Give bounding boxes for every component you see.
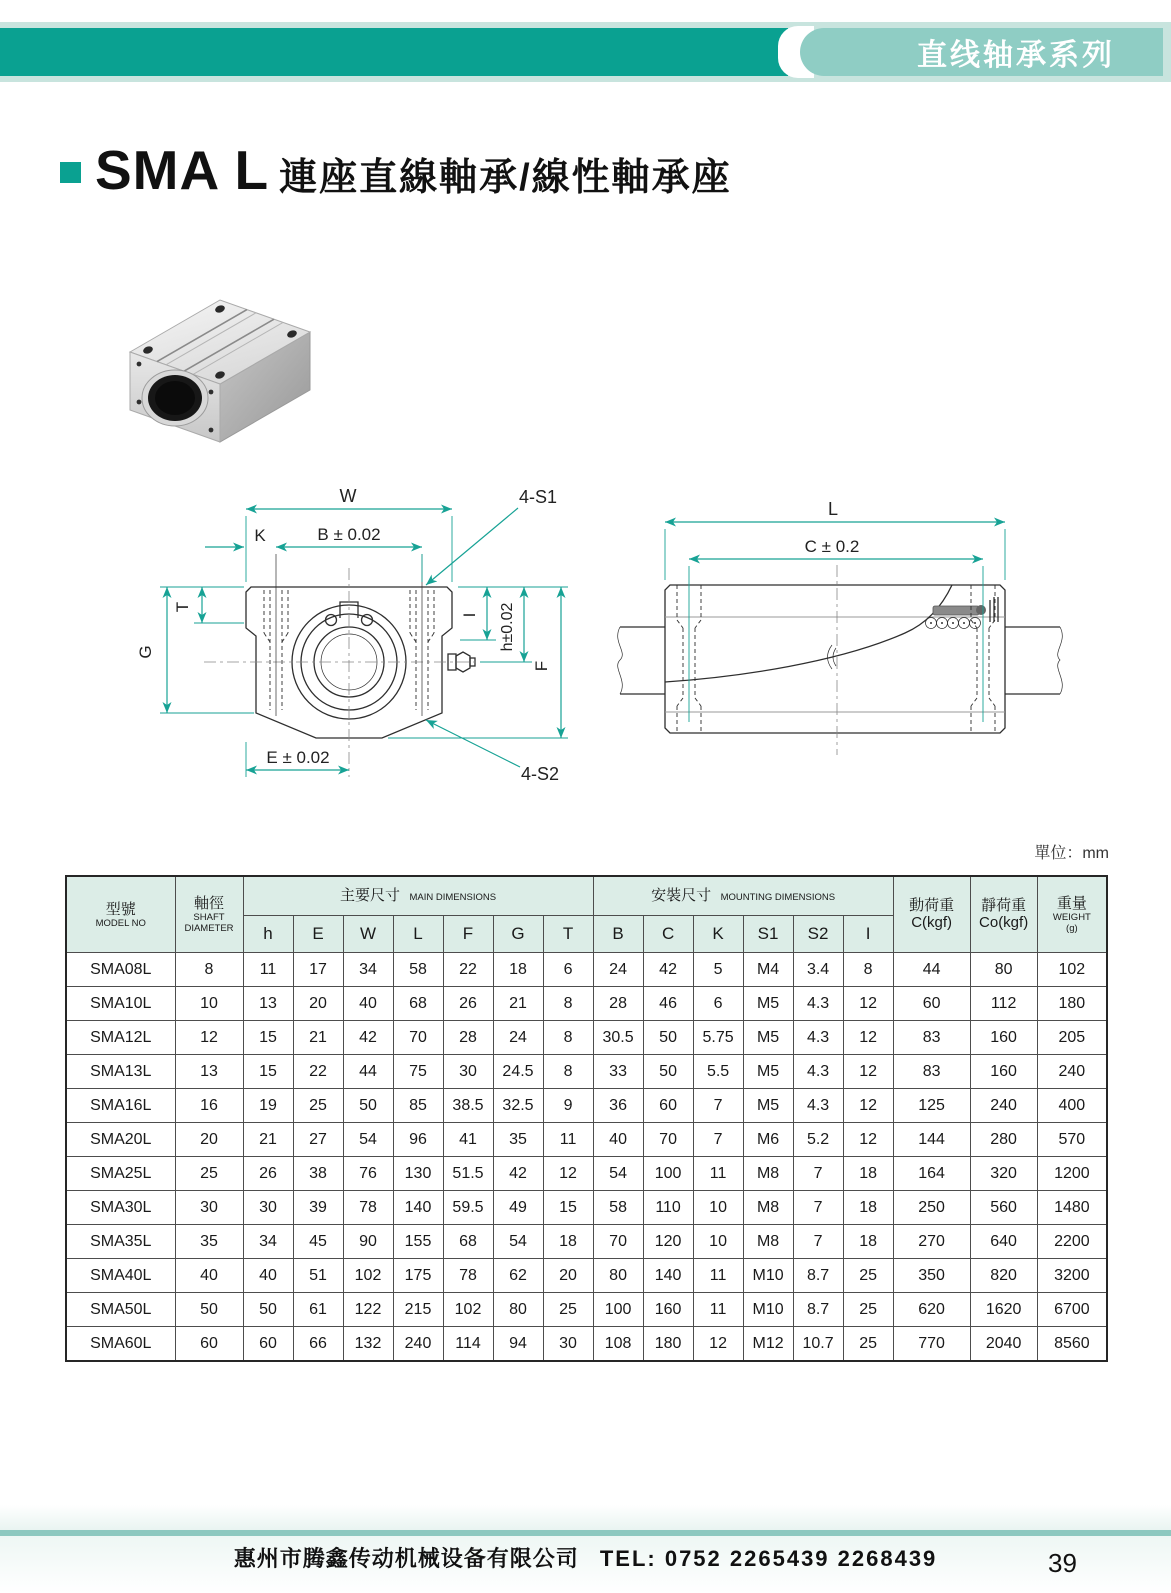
col-header-t: T bbox=[543, 916, 593, 953]
spec-value-cell: 12 bbox=[175, 1021, 243, 1055]
col-header-static-load bbox=[970, 876, 1037, 953]
spec-value-cell: 39 bbox=[293, 1191, 343, 1225]
dim-label-f: F bbox=[532, 660, 551, 672]
dim-label-b: B ± 0.02 bbox=[317, 525, 381, 544]
spec-table-header bbox=[66, 876, 1107, 953]
dim-label-e: E ± 0.02 bbox=[266, 748, 330, 767]
model-no-cell: SMA08L bbox=[66, 953, 175, 987]
spec-value-cell: 54 bbox=[343, 1123, 393, 1157]
spec-value-cell: 132 bbox=[343, 1327, 393, 1362]
spec-value-cell: 36 bbox=[593, 1089, 643, 1123]
model-no-cell: SMA20L bbox=[66, 1123, 175, 1157]
spec-value-cell: 125 bbox=[893, 1089, 970, 1123]
spec-value-cell: 44 bbox=[343, 1055, 393, 1089]
dim-label-c: C ± 0.2 bbox=[804, 537, 860, 556]
spec-value-cell: 18 bbox=[493, 953, 543, 987]
spec-value-cell: 34 bbox=[343, 953, 393, 987]
spec-value-cell: 140 bbox=[393, 1191, 443, 1225]
spec-value-cell: 26 bbox=[443, 987, 493, 1021]
col-header-model-en: MODEL NO bbox=[95, 917, 146, 929]
spec-value-cell: 280 bbox=[970, 1123, 1037, 1157]
model-no-cell: SMA30L bbox=[66, 1191, 175, 1225]
spec-value-cell: 45 bbox=[293, 1225, 343, 1259]
table-row bbox=[66, 1191, 1107, 1225]
spec-value-cell: 85 bbox=[393, 1089, 443, 1123]
col-header-weight-zh: 重量 bbox=[1056, 895, 1087, 912]
spec-value-cell: 205 bbox=[1037, 1021, 1107, 1055]
spec-value-cell: 180 bbox=[643, 1327, 693, 1362]
dim-label-l: L bbox=[827, 499, 839, 519]
spec-value-cell: 42 bbox=[493, 1157, 543, 1191]
table-row bbox=[66, 1089, 1107, 1123]
spec-value-cell: M10 bbox=[743, 1259, 793, 1293]
spec-value-cell: 160 bbox=[970, 1021, 1037, 1055]
dim-label-h: h±0.02 bbox=[499, 602, 516, 652]
spec-value-cell: 40 bbox=[343, 987, 393, 1021]
model-no-cell: SMA10L bbox=[66, 987, 175, 1021]
spec-value-cell: 112 bbox=[970, 987, 1037, 1021]
spec-value-cell: 50 bbox=[643, 1055, 693, 1089]
col-header-dynamic-en: C(kgf) bbox=[911, 914, 953, 931]
spec-value-cell: 2040 bbox=[970, 1327, 1037, 1362]
spec-value-cell: 41 bbox=[443, 1123, 493, 1157]
model-no-cell: SMA50L bbox=[66, 1293, 175, 1327]
table-row bbox=[66, 987, 1107, 1021]
spec-value-cell: 400 bbox=[1037, 1089, 1107, 1123]
spec-value-cell: 25 bbox=[293, 1089, 343, 1123]
spec-value-cell: 40 bbox=[593, 1123, 643, 1157]
spec-value-cell: 25 bbox=[843, 1293, 893, 1327]
spec-value-cell: 8 bbox=[543, 1021, 593, 1055]
spec-value-cell: 58 bbox=[593, 1191, 643, 1225]
spec-value-cell: 61 bbox=[293, 1293, 343, 1327]
spec-value-cell: 12 bbox=[843, 1123, 893, 1157]
col-header-i: I bbox=[843, 916, 893, 953]
spec-value-cell: 46 bbox=[643, 987, 693, 1021]
spec-value-cell: 8.7 bbox=[793, 1293, 843, 1327]
spec-value-cell: 2200 bbox=[1037, 1225, 1107, 1259]
spec-value-cell: 102 bbox=[443, 1293, 493, 1327]
spec-value-cell: 35 bbox=[493, 1123, 543, 1157]
spec-value-cell: 25 bbox=[543, 1293, 593, 1327]
dim-label-k: K bbox=[254, 526, 266, 545]
spec-value-cell: 114 bbox=[443, 1327, 493, 1362]
spec-value-cell: 28 bbox=[593, 987, 643, 1021]
spec-value-cell: 12 bbox=[693, 1327, 743, 1362]
spec-value-cell: 8.7 bbox=[793, 1259, 843, 1293]
spec-value-cell: 96 bbox=[393, 1123, 443, 1157]
spec-value-cell: 6700 bbox=[1037, 1293, 1107, 1327]
dim-label-t: T bbox=[173, 601, 192, 613]
spec-value-cell: 18 bbox=[843, 1157, 893, 1191]
spec-value-cell: 21 bbox=[243, 1123, 293, 1157]
col-header-weight-en: WEIGHT bbox=[1052, 912, 1091, 923]
table-row bbox=[66, 1055, 1107, 1089]
spec-value-cell: 3200 bbox=[1037, 1259, 1107, 1293]
spec-value-cell: 51.5 bbox=[443, 1157, 493, 1191]
spec-value-cell: 4.3 bbox=[793, 1089, 843, 1123]
spec-value-cell: 160 bbox=[970, 1055, 1037, 1089]
col-header-static-en: Co(kgf) bbox=[979, 914, 1029, 931]
page-title bbox=[60, 138, 732, 202]
spec-value-cell: 108 bbox=[593, 1327, 643, 1362]
footer-fade bbox=[0, 1505, 1171, 1530]
spec-value-cell: 770 bbox=[893, 1327, 970, 1362]
page-number: 39 bbox=[1048, 1548, 1077, 1578]
dim-label-w: W bbox=[339, 486, 357, 506]
spec-value-cell: M5 bbox=[743, 1055, 793, 1089]
spec-value-cell: 66 bbox=[293, 1327, 343, 1362]
spec-value-cell: 18 bbox=[843, 1191, 893, 1225]
spec-value-cell: M4 bbox=[743, 953, 793, 987]
spec-value-cell: 49 bbox=[493, 1191, 543, 1225]
side-view-svg bbox=[600, 470, 1080, 810]
header-teal-bar bbox=[0, 28, 788, 76]
spec-value-cell: 6 bbox=[693, 987, 743, 1021]
col-header-f: F bbox=[443, 916, 493, 953]
spec-value-cell: 17 bbox=[293, 953, 343, 987]
spec-value-cell: 160 bbox=[643, 1293, 693, 1327]
col-header-shaft-en: SHAFT DIAMETER bbox=[184, 912, 234, 934]
spec-value-cell: 30.5 bbox=[593, 1021, 643, 1055]
spec-value-cell: 42 bbox=[643, 953, 693, 987]
group-mount-en: MOUNTING DIMENSIONS bbox=[720, 892, 836, 903]
spec-value-cell: 320 bbox=[970, 1157, 1037, 1191]
spec-value-cell: 240 bbox=[970, 1089, 1037, 1123]
spec-value-cell: 30 bbox=[175, 1191, 243, 1225]
spec-value-cell: 50 bbox=[643, 1021, 693, 1055]
spec-value-cell: 75 bbox=[393, 1055, 443, 1089]
spec-value-cell: 11 bbox=[693, 1293, 743, 1327]
spec-value-cell: 59.5 bbox=[443, 1191, 493, 1225]
spec-value-cell: M5 bbox=[743, 987, 793, 1021]
col-header-s2: S2 bbox=[793, 916, 843, 953]
spec-value-cell: 80 bbox=[593, 1259, 643, 1293]
table-row bbox=[66, 1327, 1107, 1362]
spec-value-cell: M8 bbox=[743, 1191, 793, 1225]
spec-value-cell: 78 bbox=[443, 1259, 493, 1293]
front-view-drawing bbox=[120, 470, 600, 815]
spec-value-cell: 18 bbox=[843, 1225, 893, 1259]
col-header-b: B bbox=[593, 916, 643, 953]
col-header-k: K bbox=[693, 916, 743, 953]
spec-value-cell: 60 bbox=[243, 1327, 293, 1362]
spec-table-body bbox=[66, 953, 1107, 1362]
model-no-cell: SMA13L bbox=[66, 1055, 175, 1089]
col-header-w: W bbox=[343, 916, 393, 953]
unit-note: 單位：mm bbox=[1034, 845, 1109, 862]
spec-value-cell: 120 bbox=[643, 1225, 693, 1259]
front-view-svg bbox=[120, 470, 600, 810]
spec-value-cell: 180 bbox=[1037, 987, 1107, 1021]
group-main-en: MAIN DIMENSIONS bbox=[409, 892, 497, 903]
spec-value-cell: 78 bbox=[343, 1191, 393, 1225]
spec-value-cell: 24 bbox=[493, 1021, 543, 1055]
footer-tel: TEL: 0752 2265439 2268439 bbox=[599, 1546, 938, 1571]
title-bullet-square bbox=[60, 162, 81, 183]
spec-value-cell: 20 bbox=[293, 987, 343, 1021]
spec-value-cell: 35 bbox=[175, 1225, 243, 1259]
spec-value-cell: 90 bbox=[343, 1225, 393, 1259]
spec-value-cell: 50 bbox=[343, 1089, 393, 1123]
spec-value-cell: 3.4 bbox=[793, 953, 843, 987]
spec-value-cell: 22 bbox=[293, 1055, 343, 1089]
spec-value-cell: 25 bbox=[843, 1327, 893, 1362]
spec-value-cell: 240 bbox=[1037, 1055, 1107, 1089]
col-header-static-zh: 靜荷重 bbox=[981, 897, 1027, 914]
spec-value-cell: 8560 bbox=[1037, 1327, 1107, 1362]
spec-value-cell: 164 bbox=[893, 1157, 970, 1191]
spec-value-cell: 12 bbox=[843, 1055, 893, 1089]
spec-value-cell: 70 bbox=[393, 1021, 443, 1055]
spec-value-cell: 22 bbox=[443, 953, 493, 987]
title-description: 連座直線軸承/線性軸承座 bbox=[279, 156, 732, 199]
spec-value-cell: 240 bbox=[393, 1327, 443, 1362]
spec-value-cell: 640 bbox=[970, 1225, 1037, 1259]
spec-value-cell: 83 bbox=[893, 1055, 970, 1089]
spec-value-cell: 24 bbox=[593, 953, 643, 987]
group-header-mounting-dimensions bbox=[593, 876, 893, 916]
spec-value-cell: 620 bbox=[893, 1293, 970, 1327]
col-header-shaft-zh: 軸徑 bbox=[193, 895, 224, 912]
spec-value-cell: 15 bbox=[243, 1021, 293, 1055]
model-no-cell: SMA35L bbox=[66, 1225, 175, 1259]
col-header-e: E bbox=[293, 916, 343, 953]
spec-value-cell: 1480 bbox=[1037, 1191, 1107, 1225]
callout-4s1: 4-S1 bbox=[518, 487, 558, 507]
spec-value-cell: 11 bbox=[693, 1157, 743, 1191]
spec-value-cell: 40 bbox=[175, 1259, 243, 1293]
spec-value-cell: 32.5 bbox=[493, 1089, 543, 1123]
spec-value-cell: 15 bbox=[243, 1055, 293, 1089]
spec-value-cell: 100 bbox=[643, 1157, 693, 1191]
spec-value-cell: 83 bbox=[893, 1021, 970, 1055]
spec-value-cell: 58 bbox=[393, 953, 443, 987]
spec-value-cell: 19 bbox=[243, 1089, 293, 1123]
spec-value-cell: 215 bbox=[393, 1293, 443, 1327]
spec-value-cell: 1200 bbox=[1037, 1157, 1107, 1191]
spec-value-cell: 16 bbox=[175, 1089, 243, 1123]
spec-value-cell: 7 bbox=[693, 1123, 743, 1157]
spec-value-cell: 54 bbox=[493, 1225, 543, 1259]
spec-value-cell: M10 bbox=[743, 1293, 793, 1327]
spec-value-cell: 40 bbox=[243, 1259, 293, 1293]
col-header-weight bbox=[1037, 876, 1107, 953]
spec-value-cell: 12 bbox=[843, 987, 893, 1021]
spec-value-cell: 570 bbox=[1037, 1123, 1107, 1157]
model-no-cell: SMA12L bbox=[66, 1021, 175, 1055]
spec-value-cell: 70 bbox=[593, 1225, 643, 1259]
spec-value-cell: 44 bbox=[893, 953, 970, 987]
col-header-l: L bbox=[393, 916, 443, 953]
spec-value-cell: 51 bbox=[293, 1259, 343, 1293]
spec-value-cell: 12 bbox=[543, 1157, 593, 1191]
model-no-cell: SMA25L bbox=[66, 1157, 175, 1191]
model-no-cell: SMA60L bbox=[66, 1327, 175, 1362]
table-row bbox=[66, 1123, 1107, 1157]
spec-value-cell: 12 bbox=[843, 1089, 893, 1123]
spec-value-cell: 7 bbox=[793, 1157, 843, 1191]
spec-value-cell: 20 bbox=[175, 1123, 243, 1157]
spec-value-cell: 21 bbox=[293, 1021, 343, 1055]
spec-value-cell: 50 bbox=[243, 1293, 293, 1327]
spec-value-cell: 33 bbox=[593, 1055, 643, 1089]
spec-value-cell: 28 bbox=[443, 1021, 493, 1055]
spec-value-cell: 100 bbox=[593, 1293, 643, 1327]
spec-value-cell: 60 bbox=[893, 987, 970, 1021]
spec-value-cell: 70 bbox=[643, 1123, 693, 1157]
spec-value-cell: 50 bbox=[175, 1293, 243, 1327]
spec-value-cell: 76 bbox=[343, 1157, 393, 1191]
spec-value-cell: 130 bbox=[393, 1157, 443, 1191]
footer-company-line bbox=[0, 1542, 1171, 1573]
spec-value-cell: 350 bbox=[893, 1259, 970, 1293]
spec-value-cell: 25 bbox=[175, 1157, 243, 1191]
spec-value-cell: 250 bbox=[893, 1191, 970, 1225]
spec-value-cell: 560 bbox=[970, 1191, 1037, 1225]
spec-value-cell: 8 bbox=[543, 987, 593, 1021]
spec-value-cell: 80 bbox=[970, 953, 1037, 987]
col-header-model-zh: 型號 bbox=[105, 900, 136, 918]
spec-value-cell: 7 bbox=[793, 1225, 843, 1259]
spec-value-cell: 62 bbox=[493, 1259, 543, 1293]
spec-value-cell: 30 bbox=[443, 1055, 493, 1089]
table-row bbox=[66, 1157, 1107, 1191]
spec-table bbox=[65, 875, 1108, 1362]
spec-value-cell: 21 bbox=[493, 987, 543, 1021]
model-no-cell: SMA16L bbox=[66, 1089, 175, 1123]
spec-value-cell: 38 bbox=[293, 1157, 343, 1191]
spec-value-cell: 102 bbox=[343, 1259, 393, 1293]
spec-value-cell: 110 bbox=[643, 1191, 693, 1225]
spec-value-cell: 11 bbox=[543, 1123, 593, 1157]
footer-company: 惠州市腾鑫传动机械设备有限公司 bbox=[233, 1546, 579, 1571]
spec-value-cell: 10 bbox=[175, 987, 243, 1021]
spec-value-cell: 20 bbox=[543, 1259, 593, 1293]
spec-value-cell: 54 bbox=[593, 1157, 643, 1191]
spec-value-cell: 4.3 bbox=[793, 1055, 843, 1089]
series-tab bbox=[800, 28, 1163, 76]
spec-value-cell: 18 bbox=[543, 1225, 593, 1259]
spec-value-cell: 60 bbox=[175, 1327, 243, 1362]
spec-value-cell: 11 bbox=[243, 953, 293, 987]
spec-value-cell: 9 bbox=[543, 1089, 593, 1123]
spec-value-cell: 5 bbox=[693, 953, 743, 987]
spec-value-cell: 4.3 bbox=[793, 987, 843, 1021]
spec-value-cell: 4.3 bbox=[793, 1021, 843, 1055]
spec-value-cell: 8 bbox=[543, 1055, 593, 1089]
spec-value-cell: 26 bbox=[243, 1157, 293, 1191]
spec-value-cell: 155 bbox=[393, 1225, 443, 1259]
bearing-block-image bbox=[100, 272, 340, 447]
model-no-cell: SMA40L bbox=[66, 1259, 175, 1293]
spec-value-cell: 5.75 bbox=[693, 1021, 743, 1055]
dim-label-i: I bbox=[460, 612, 479, 618]
col-header-g: G bbox=[493, 916, 543, 953]
series-tab-label: 直线轴承系列 bbox=[917, 39, 1115, 72]
spec-value-cell: 7 bbox=[693, 1089, 743, 1123]
spec-value-cell: 820 bbox=[970, 1259, 1037, 1293]
spec-value-cell: M5 bbox=[743, 1089, 793, 1123]
spec-value-cell: 5.5 bbox=[693, 1055, 743, 1089]
spec-value-cell: 5.2 bbox=[793, 1123, 843, 1157]
spec-value-cell: 68 bbox=[443, 1225, 493, 1259]
spec-value-cell: M8 bbox=[743, 1225, 793, 1259]
spec-value-cell: 11 bbox=[693, 1259, 743, 1293]
spec-value-cell: 38.5 bbox=[443, 1089, 493, 1123]
col-header-dynamic-load bbox=[893, 876, 970, 953]
spec-value-cell: 15 bbox=[543, 1191, 593, 1225]
spec-value-cell: 10.7 bbox=[793, 1327, 843, 1362]
col-header-h: h bbox=[243, 916, 293, 953]
col-header-c: C bbox=[643, 916, 693, 953]
spec-value-cell: 140 bbox=[643, 1259, 693, 1293]
table-row bbox=[66, 1021, 1107, 1055]
spec-value-cell: 122 bbox=[343, 1293, 393, 1327]
spec-value-cell: M5 bbox=[743, 1021, 793, 1055]
spec-value-cell: 12 bbox=[843, 1021, 893, 1055]
col-header-weight-unit: (g) bbox=[1066, 923, 1078, 934]
group-main-zh: 主要尺寸 bbox=[340, 887, 401, 904]
spec-value-cell: 175 bbox=[393, 1259, 443, 1293]
spec-value-cell: 8 bbox=[843, 953, 893, 987]
side-view-drawing bbox=[600, 470, 1080, 815]
spec-value-cell: M6 bbox=[743, 1123, 793, 1157]
spec-value-cell: M8 bbox=[743, 1157, 793, 1191]
col-header-s1: S1 bbox=[743, 916, 793, 953]
spec-value-cell: 102 bbox=[1037, 953, 1107, 987]
spec-value-cell: 8 bbox=[175, 953, 243, 987]
product-photo bbox=[100, 272, 340, 452]
col-header-shaft bbox=[175, 876, 243, 953]
spec-value-cell: 10 bbox=[693, 1225, 743, 1259]
table-row bbox=[66, 1259, 1107, 1293]
table-row bbox=[66, 1225, 1107, 1259]
spec-value-cell: M12 bbox=[743, 1327, 793, 1362]
spec-value-cell: 6 bbox=[543, 953, 593, 987]
spec-value-cell: 25 bbox=[843, 1259, 893, 1293]
spec-value-cell: 13 bbox=[243, 987, 293, 1021]
spec-value-cell: 1620 bbox=[970, 1293, 1037, 1327]
spec-value-cell: 34 bbox=[243, 1225, 293, 1259]
spec-value-cell: 13 bbox=[175, 1055, 243, 1089]
title-model: SMA L bbox=[95, 139, 270, 201]
table-row bbox=[66, 1293, 1107, 1327]
group-mount-zh: 安裝尺寸 bbox=[651, 887, 712, 904]
spec-value-cell: 27 bbox=[293, 1123, 343, 1157]
table-row bbox=[66, 953, 1107, 987]
dim-label-g: G bbox=[136, 645, 155, 659]
spec-value-cell: 10 bbox=[693, 1191, 743, 1225]
spec-value-cell: 144 bbox=[893, 1123, 970, 1157]
col-header-model bbox=[66, 876, 175, 953]
spec-value-cell: 68 bbox=[393, 987, 443, 1021]
spec-value-cell: 42 bbox=[343, 1021, 393, 1055]
spec-value-cell: 94 bbox=[493, 1327, 543, 1362]
group-header-main-dimensions bbox=[243, 876, 593, 916]
col-header-dynamic-zh: 動荷重 bbox=[909, 897, 955, 914]
spec-value-cell: 80 bbox=[493, 1293, 543, 1327]
spec-value-cell: 30 bbox=[543, 1327, 593, 1362]
spec-value-cell: 60 bbox=[643, 1089, 693, 1123]
spec-value-cell: 270 bbox=[893, 1225, 970, 1259]
spec-value-cell: 24.5 bbox=[493, 1055, 543, 1089]
spec-value-cell: 30 bbox=[243, 1191, 293, 1225]
callout-4s2: 4-S2 bbox=[520, 764, 560, 784]
spec-value-cell: 7 bbox=[793, 1191, 843, 1225]
